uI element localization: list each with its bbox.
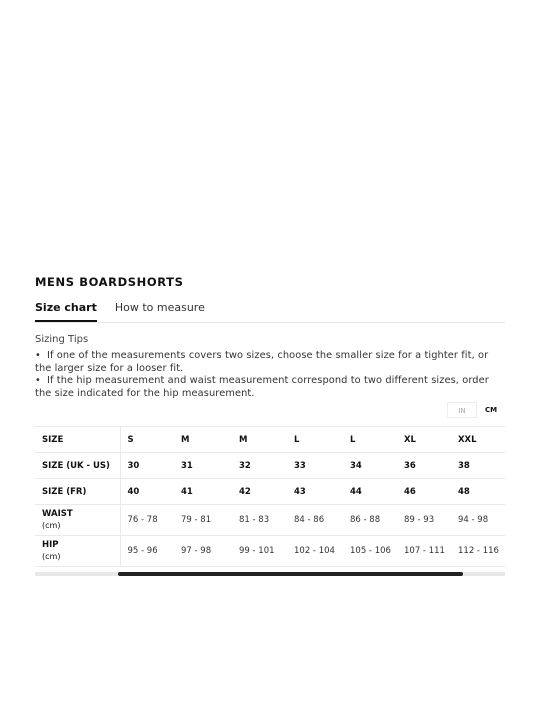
cell: 107 - 111 <box>397 536 451 567</box>
cell: 84 - 86 <box>287 505 343 536</box>
size-table <box>35 426 505 567</box>
cell: 41 <box>174 479 232 505</box>
cell: 95 - 96 <box>120 536 174 567</box>
scrollbar-thumb[interactable] <box>118 572 463 576</box>
unit-cm-button[interactable]: CM <box>484 406 498 414</box>
bullet-icon: • <box>35 375 41 386</box>
bullet-icon: • <box>35 350 41 361</box>
cell: 46 <box>397 479 451 505</box>
tab-size-chart[interactable]: Size chart <box>35 300 97 322</box>
cell: 89 - 93 <box>397 505 451 536</box>
table-row <box>35 479 505 505</box>
cell: 31 <box>174 453 232 479</box>
cell: 112 - 116 <box>451 536 505 567</box>
size-table-container <box>35 426 505 576</box>
tab-bar <box>35 300 505 323</box>
table-row <box>35 427 505 453</box>
cell: 102 - 104 <box>287 536 343 567</box>
sizing-tips-heading: Sizing Tips <box>35 334 89 345</box>
cell: 105 - 106 <box>343 536 397 567</box>
cell: 81 - 83 <box>232 505 287 536</box>
cell: 97 - 98 <box>174 536 232 567</box>
sizing-tips-list <box>35 350 505 400</box>
cell: L <box>287 427 343 453</box>
cell: 36 <box>397 453 451 479</box>
cell: 38 <box>451 453 505 479</box>
cell: 76 - 78 <box>120 505 174 536</box>
size-guide <box>35 274 505 561</box>
cell: 32 <box>232 453 287 479</box>
cell: 94 - 98 <box>451 505 505 536</box>
row-header: SIZE <box>35 427 120 453</box>
cell: 42 <box>232 479 287 505</box>
cell: 34 <box>343 453 397 479</box>
list-item: • If one of the measurements covers two sizes, choose the smaller size for a tighter fit, or the larger size for a looser fit. <box>35 350 489 374</box>
unit-toggle <box>447 402 505 418</box>
cell: XL <box>397 427 451 453</box>
cell: XXL <box>451 427 505 453</box>
cell: M <box>232 427 287 453</box>
cell: S <box>120 427 174 453</box>
row-header: SIZE (FR) <box>35 479 120 505</box>
cell: 79 - 81 <box>174 505 232 536</box>
cell: 40 <box>120 479 174 505</box>
cell: 48 <box>451 479 505 505</box>
row-header: SIZE (UK - US) <box>35 453 120 479</box>
table-row <box>35 453 505 479</box>
unit-in-button[interactable]: IN <box>447 402 477 418</box>
table-row <box>35 505 505 536</box>
cell: 44 <box>343 479 397 505</box>
cell: L <box>343 427 397 453</box>
cell: M <box>174 427 232 453</box>
cell: 43 <box>287 479 343 505</box>
table-row <box>35 536 505 567</box>
row-header: WAIST (cm) <box>35 505 120 536</box>
cell: 86 - 88 <box>343 505 397 536</box>
cell: 33 <box>287 453 343 479</box>
tab-how-to-measure[interactable]: How to measure <box>114 301 205 314</box>
page-title: MENS BOARDSHORTS <box>35 275 184 289</box>
cell: 30 <box>120 453 174 479</box>
horizontal-scrollbar[interactable] <box>35 572 505 576</box>
row-header: HIP (cm) <box>35 536 120 567</box>
list-item: • If the hip measurement and waist measurement correspond to two different sizes, order the size indicated for the hip measurement. <box>35 375 489 399</box>
cell: 99 - 101 <box>232 536 287 567</box>
